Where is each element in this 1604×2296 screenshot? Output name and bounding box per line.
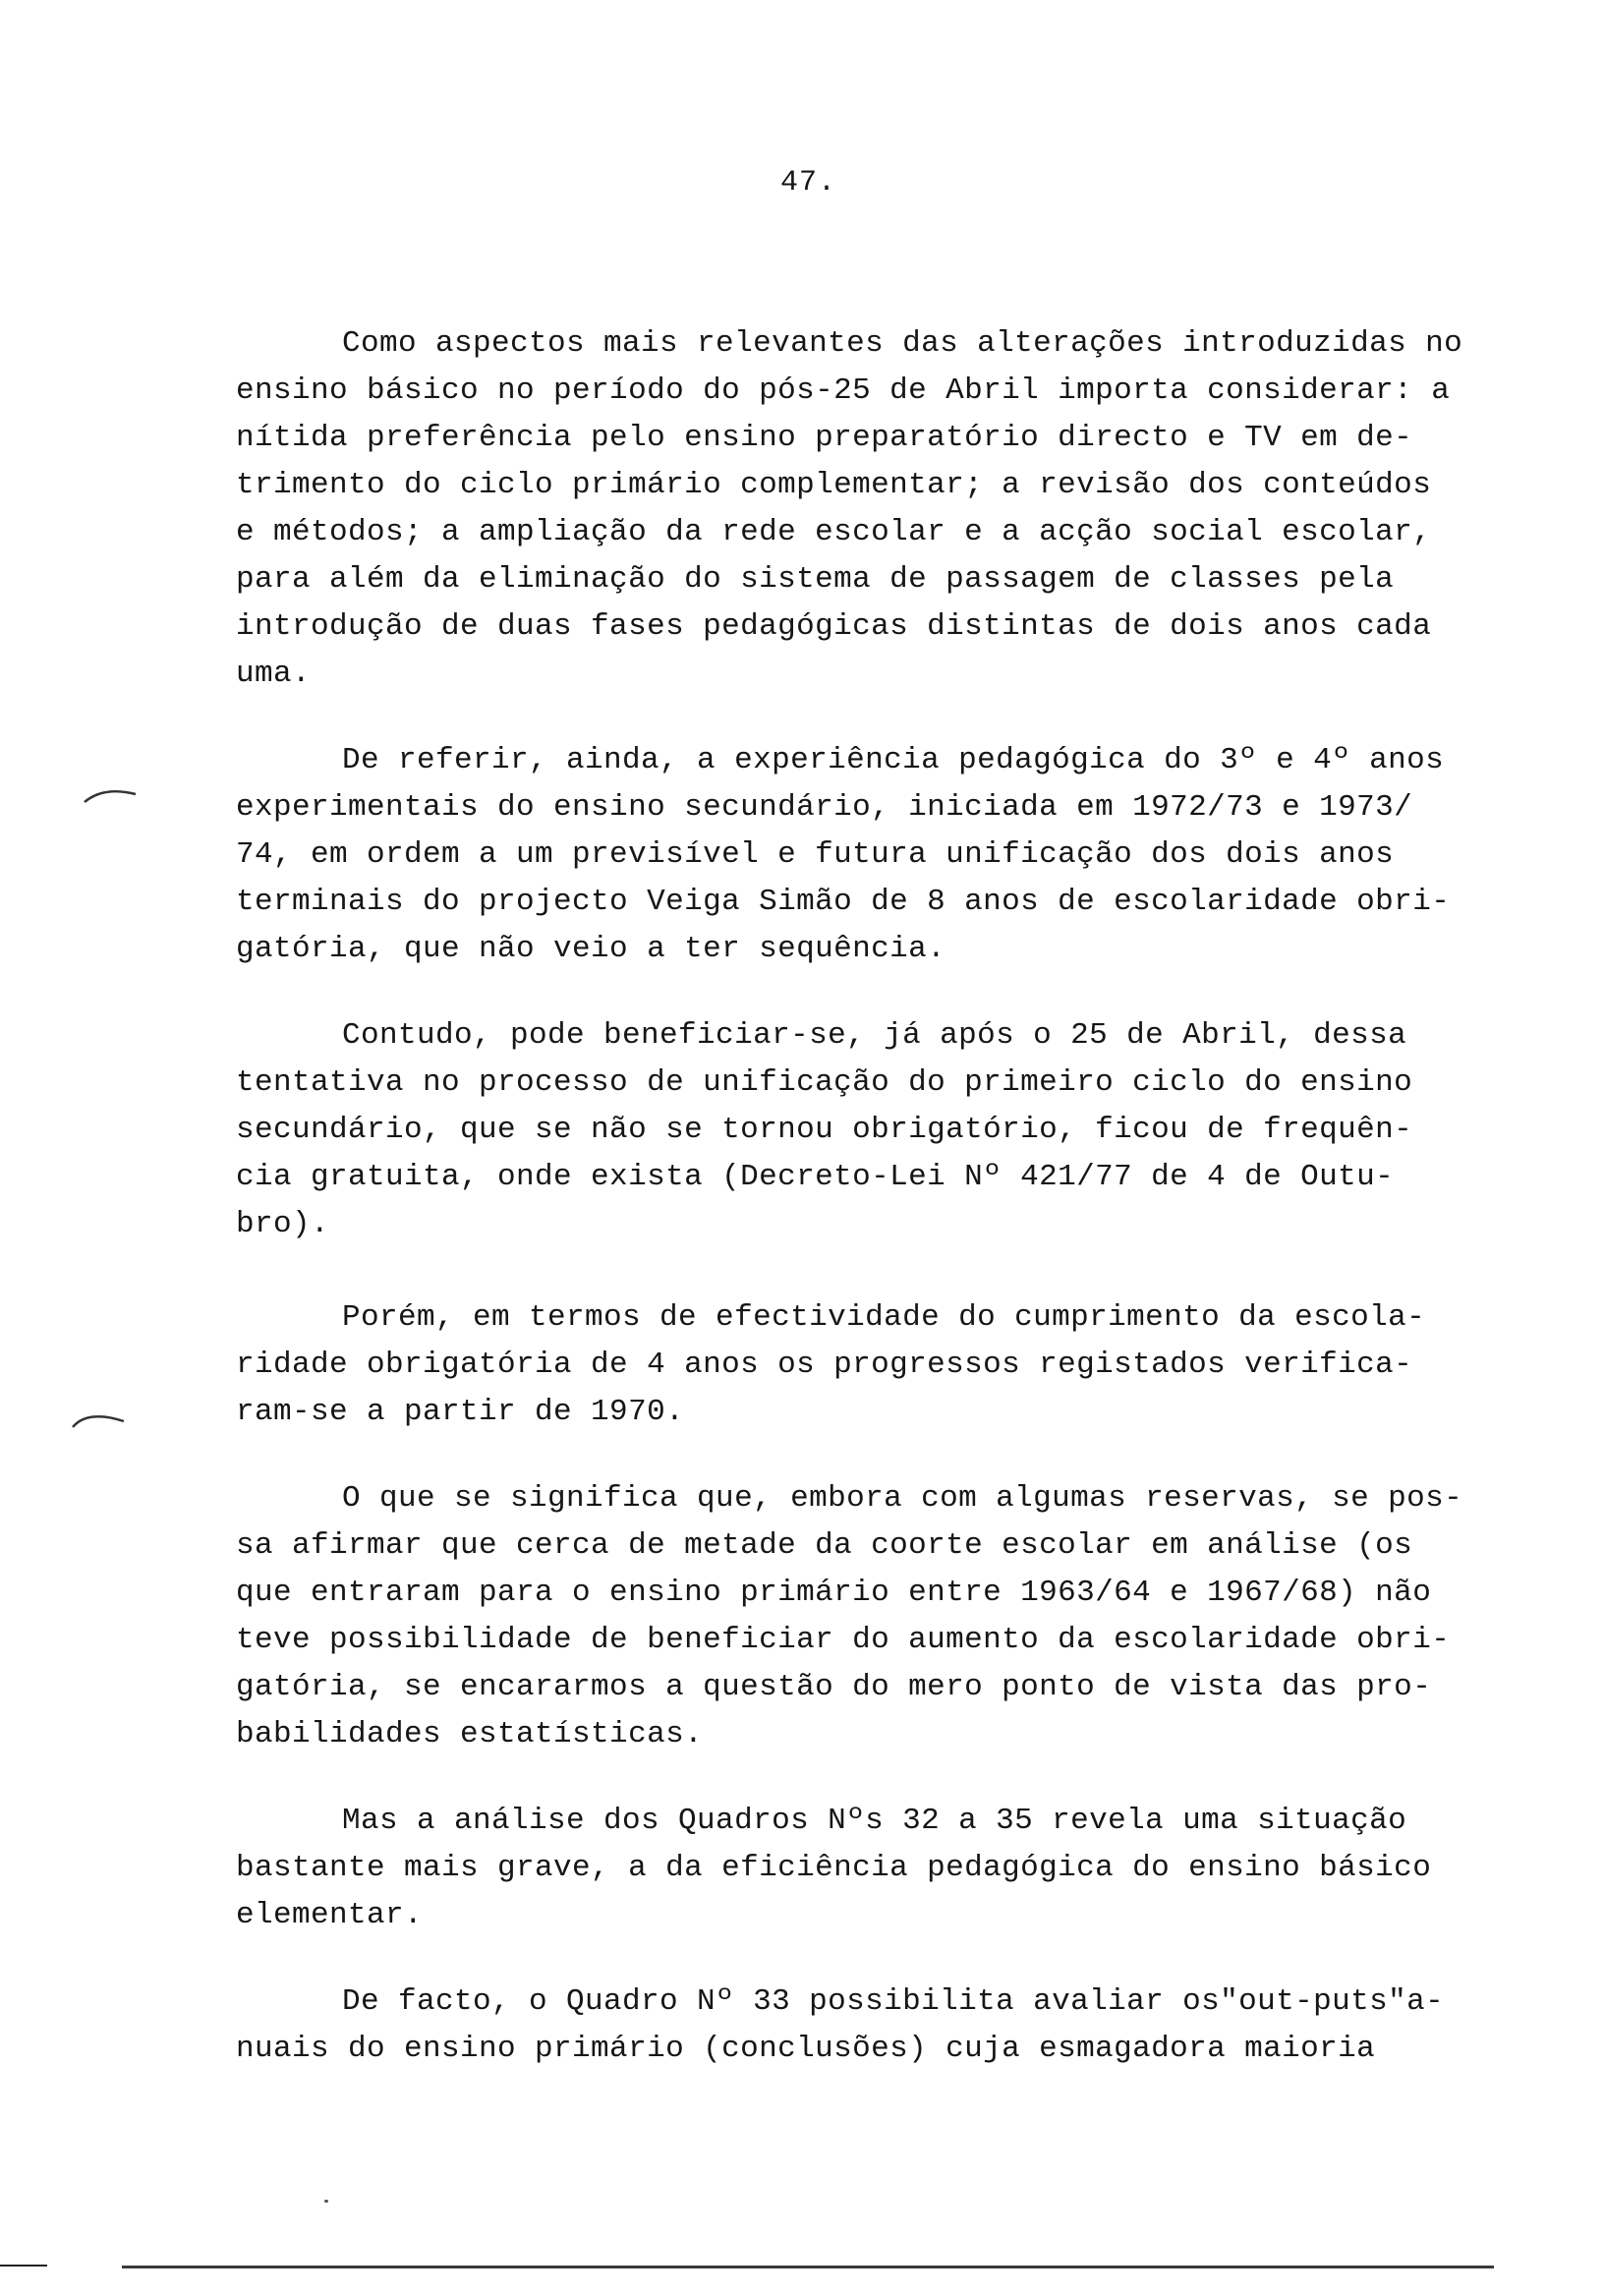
paragraph-4: [236, 1294, 1514, 1436]
text-line: Como aspectos mais relevantes das alterações introduzidas no: [342, 326, 1463, 361]
paragraph-3: [236, 1012, 1514, 1248]
text-line: bastante mais grave, a da eficiência pedagógica do ensino básico: [236, 1851, 1432, 1885]
scan-artifact-mark: [71, 1411, 126, 1429]
text-line: babilidades estatísticas.: [236, 1717, 704, 1751]
paragraph-2: [236, 737, 1514, 973]
text-line: cia gratuita, onde exista (Decreto-Lei Nº 421/77 de 4 de Outu-: [236, 1160, 1395, 1194]
text-line: teve possibilidade de beneficiar do aumento da escolaridade obri-: [236, 1623, 1451, 1657]
paragraph-7: [236, 1979, 1514, 2073]
paragraph-1: [236, 320, 1514, 698]
text-line: nuais do ensino primário (conclusões) cuja esmagadora maioria: [236, 2032, 1376, 2066]
footer-rule-short: [0, 2265, 47, 2267]
text-line: que entraram para o ensino primário entre 1963/64 e 1967/68) não: [236, 1576, 1432, 1610]
text-line: e métodos; a ampliação da rede escolar e a acção social escolar,: [236, 515, 1432, 549]
text-line: De facto, o Quadro Nº 33 possibilita avaliar os"out-puts"a-: [342, 1984, 1445, 2019]
text-line: introdução de duas fases pedagógicas distintas de dois anos cada: [236, 609, 1432, 644]
text-line: trimento do ciclo primário complementar; a revisão dos conteúdos: [236, 468, 1432, 502]
text-line: Mas a análise dos Quadros Nºs 32 a 35 revela uma situação: [342, 1804, 1407, 1838]
text-line: secundário, que se não se tornou obrigatório, ficou de frequên-: [236, 1113, 1413, 1147]
text-line: para além da eliminação do sistema de passagem de classes pela: [236, 562, 1395, 597]
page-number: 47.: [780, 166, 837, 200]
text-line: Contudo, pode beneficiar-se, já após o 25 de Abril, dessa: [342, 1018, 1407, 1053]
body-text: [236, 320, 1514, 2073]
text-line: gatória, se encararmos a questão do mero ponto de vista das pro-: [236, 1670, 1432, 1704]
text-line: terminais do projecto Veiga Simão de 8 anos de escolaridade obri-: [236, 885, 1451, 919]
text-line: nítida preferência pelo ensino preparatório directo e TV em de-: [236, 421, 1413, 455]
text-line: experimentais do ensino secundário, iniciada em 1972/73 e 1973/: [236, 790, 1413, 825]
text-line: tentativa no processo de unificação do primeiro ciclo do ensino: [236, 1065, 1413, 1100]
text-line: bro).: [236, 1207, 330, 1241]
text-line: ram-se a partir de 1970.: [236, 1395, 685, 1429]
text-line: sa afirmar que cerca de metade da coorte escolar em análise (os: [236, 1528, 1413, 1563]
paragraph-5: [236, 1475, 1514, 1758]
footer-rule: [122, 2266, 1494, 2268]
text-line: gatória, que não veio a ter sequência.: [236, 932, 946, 966]
text-line: O que se significa que, embora com algumas reservas, se pos-: [342, 1481, 1463, 1516]
text-line: uma.: [236, 657, 312, 691]
text-line: De referir, ainda, a experiência pedagógica do 3º e 4º anos: [342, 743, 1445, 777]
text-line: ridade obrigatória de 4 anos os progressos registados verifica-: [236, 1348, 1413, 1382]
scan-artifact-mark: [83, 786, 138, 804]
text-line: ensino básico no período do pós-25 de Abril importa considerar: a: [236, 373, 1451, 408]
text-line: elementar.: [236, 1898, 424, 1932]
text-line: Porém, em termos de efectividade do cumprimento da escola-: [342, 1300, 1426, 1335]
scan-speck: [324, 2200, 328, 2203]
paragraph-6: [236, 1798, 1514, 1939]
text-line: 74, em ordem a um previsível e futura unificação dos dois anos: [236, 837, 1395, 872]
